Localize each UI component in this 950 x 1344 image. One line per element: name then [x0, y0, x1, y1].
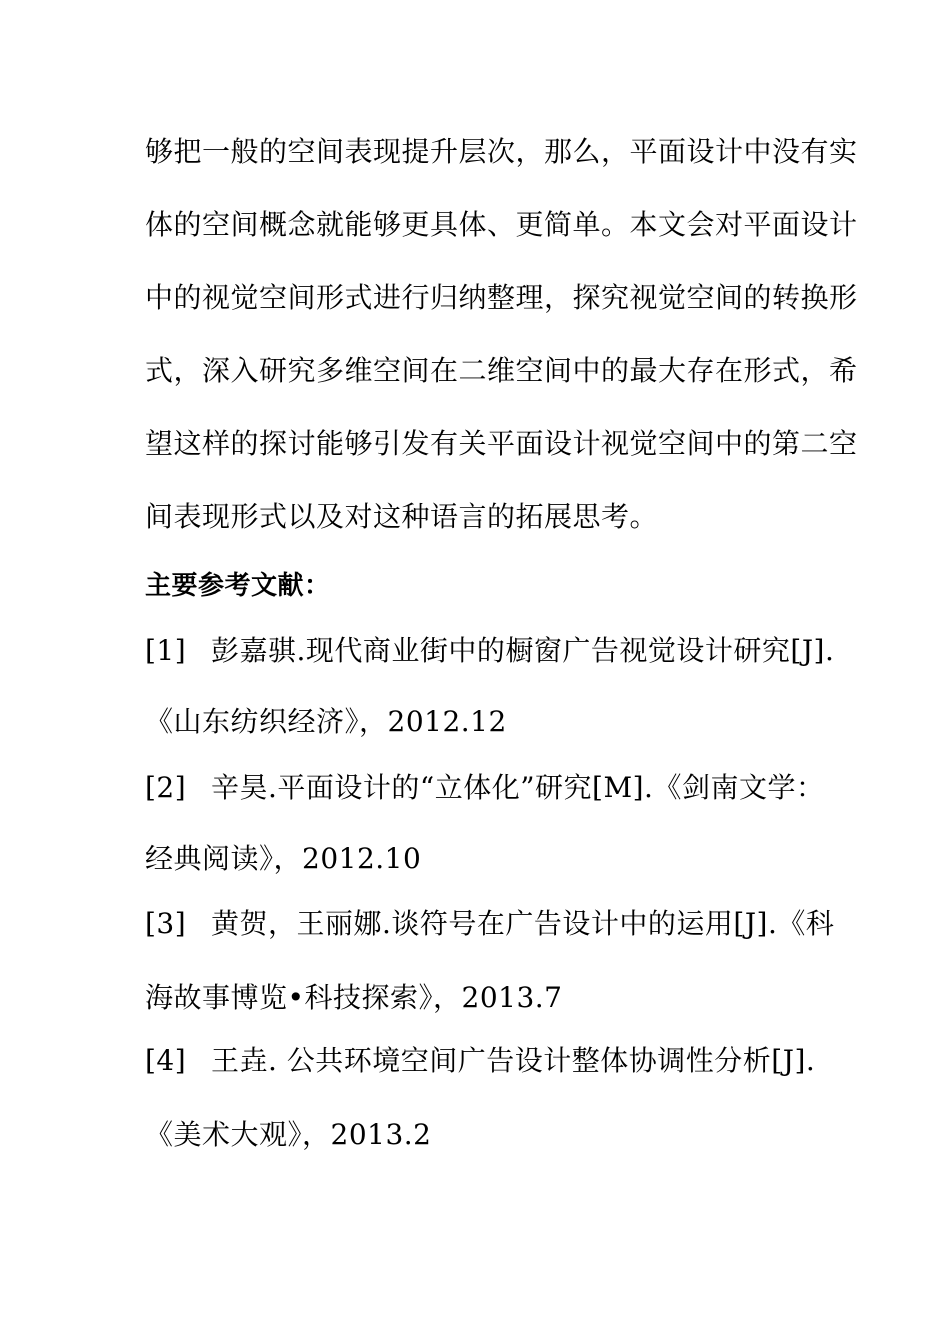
- reference-continuation: 《美术大观》，2013.2: [145, 1118, 432, 1151]
- reference-continuation: 《山东纺织经济》，2012.12: [145, 705, 507, 738]
- reference-continuation: 经典阅读》，2012.10: [145, 842, 422, 875]
- reference-item: [145, 1043, 825, 1079]
- reference-item: [145, 770, 825, 806]
- reference-item: [145, 633, 835, 669]
- references-heading: 主要参考文献：: [145, 571, 331, 601]
- reference-number: [2]: [145, 771, 187, 804]
- reference-text: 王垚. 公共环境空间广告设计整体协调性分析[J].: [211, 1044, 816, 1077]
- body-text-line: 式，深入研究多维空间在二维空间中的最大存在形式，希: [145, 354, 858, 387]
- reference-text: 黄贺，王丽娜.谈符号在广告设计中的运用[J].《科: [211, 907, 835, 940]
- body-text-line: 体的空间概念就能够更具体、更简单。本文会对平面设计: [145, 208, 858, 241]
- reference-text: 彭嘉骐.现代商业街中的橱窗广告视觉设计研究[J].: [211, 634, 835, 667]
- body-text-line: 望这样的探讨能够引发有关平面设计视觉空间中的第二空: [145, 427, 858, 460]
- reference-number: [4]: [145, 1044, 187, 1077]
- reference-number: [3]: [145, 907, 187, 940]
- reference-continuation: 海故事博览•科技探索》，2013.7: [145, 981, 563, 1014]
- reference-item: [145, 906, 835, 942]
- body-text-line: 中的视觉空间形式进行归纳整理，探究视觉空间的转换形: [145, 281, 858, 314]
- body-text-line: 间表现形式以及对这种语言的拓展思考。: [145, 500, 659, 533]
- body-text-line: 够把一般的空间表现提升层次，那么，平面设计中没有实: [145, 135, 858, 168]
- reference-text: 辛昊.平面设计的“立体化”研究[M].《剑南文学：: [211, 771, 825, 804]
- reference-number: [1]: [145, 634, 187, 667]
